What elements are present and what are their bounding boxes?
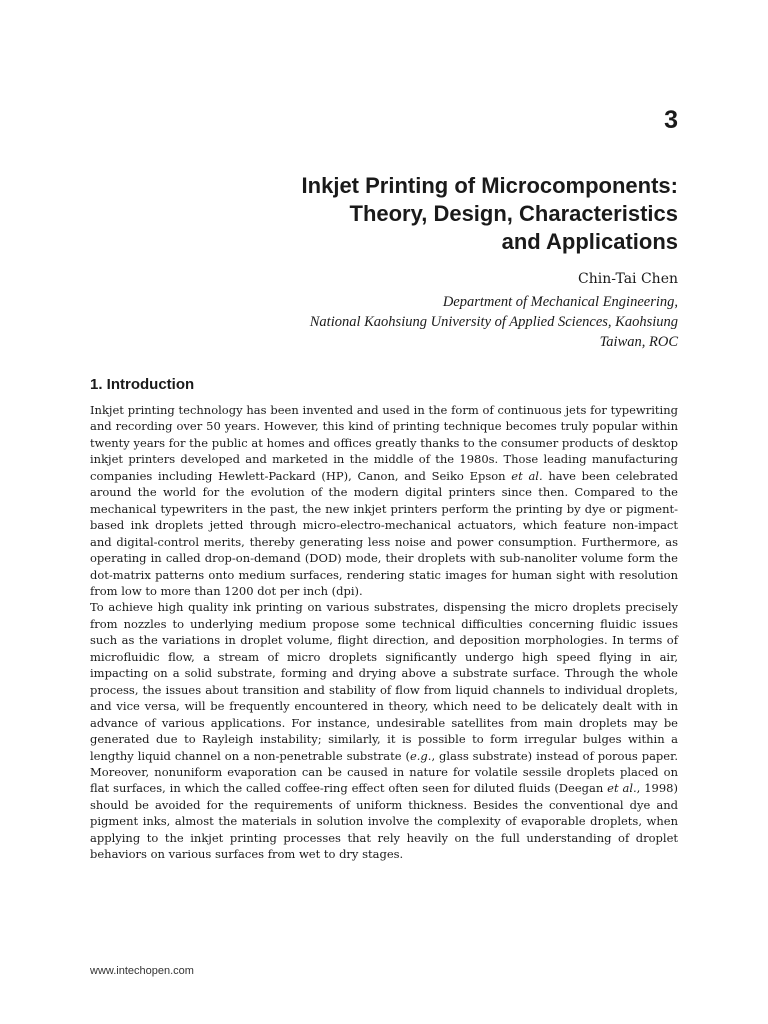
- paragraph: [90, 402, 678, 599]
- title-line: Inkjet Printing of Microcomponents:: [301, 173, 678, 198]
- text-run: , 1998) should be avoided for the requirements of uniform thickness. Besides the conventional dye and pigment inks, almost the materials in solution involve the complexity of evaporable droplets, when applying to the inkjet printing processes that rely heavily on the full understanding of droplet behaviors on various surfaces from wet to dry stages.: [90, 781, 678, 862]
- italic-text: e.g.: [409, 748, 432, 763]
- author-name: Chin-Tai Chen: [577, 271, 678, 287]
- text-run: To achieve high quality ink printing on various substrates, dispensing the micro droplets precisely from nozzles to underlying medium propose some technical difficulties concerning fluidic issues such as the variations in droplet volume, flight direction, and deposition morphologies. In terms of microfluidic flow, a stream of micro droplets significantly undergo high speed flying in air, impacting on a solid substrate, forming and drying above a substrate surface. Through the whole process, the issues about transition and stability of flow from liquid channels to individual droplets, and vice versa, will be frequently encountered in theory, which need to be delicately dealt with in advance of various applications. For instance, undesirable satellites from main droplets may be generated due to Rayleigh instability; similarly, it is possible to form irregular bulges within a lengthy liquid channel on a non-penetrable substrate (: [90, 600, 678, 763]
- italic-text: et al.: [511, 468, 543, 483]
- title-line: Theory, Design, Characteristics: [349, 201, 678, 226]
- affiliation-line: National Kaohsiung University of Applied Sciences, Kaohsiung: [309, 314, 678, 330]
- body-text: [90, 402, 678, 863]
- author-affiliation: [218, 292, 678, 352]
- section-heading: 1. Introduction: [90, 376, 195, 393]
- title-line: and Applications: [501, 229, 678, 254]
- paragraph: [90, 599, 678, 862]
- chapter-title: [218, 172, 678, 256]
- footer-url: www.intechopen.com: [90, 965, 194, 977]
- affiliation-line: Department of Mechanical Engineering,: [442, 294, 678, 310]
- chapter-number: 3: [664, 106, 678, 134]
- affiliation-line: Taiwan, ROC: [599, 334, 678, 350]
- italic-text: et al.: [607, 781, 637, 796]
- text-run: , glass substrate) instead of porous paper. Moreover, nonuniform evaporation can be caused in nature for volatile sessile droplets placed on flat surfaces, in which the called coffee-ring effect often seen for diluted fluids (Deegan: [90, 748, 678, 796]
- text-run: have been celebrated around the world for the evolution of the modern digital printers since then. Compared to the mechanical typewriters in the past, the new inkjet printers perform the printing by dye or pigment-based ink droplets jetted through micro-electro-mechanical actuators, which feature non-impact and digital-control merits, thereby generating less noise and power consumption. Furthermore, as operating in called drop-on-demand (DOD) mode, their droplets with sub-nanoliter volume form the dot-matrix patterns onto medium surfaces, rendering static images for human sight with resolution from low to more than 1200 dot per inch (dpi).: [90, 468, 678, 598]
- text-run: Inkjet printing technology has been invented and used in the form of continuous jets for typewriting and recording over 50 years. However, this kind of printing technique becomes truly popular within twenty years for the public at homes and offices greatly thanks to the consumer products of desktop inkjet printers developed and marketed in the middle of the 1980s. Those leading manufacturing companies including Hewlett-Packard (HP), Canon, and Seiko Epson: [90, 403, 678, 483]
